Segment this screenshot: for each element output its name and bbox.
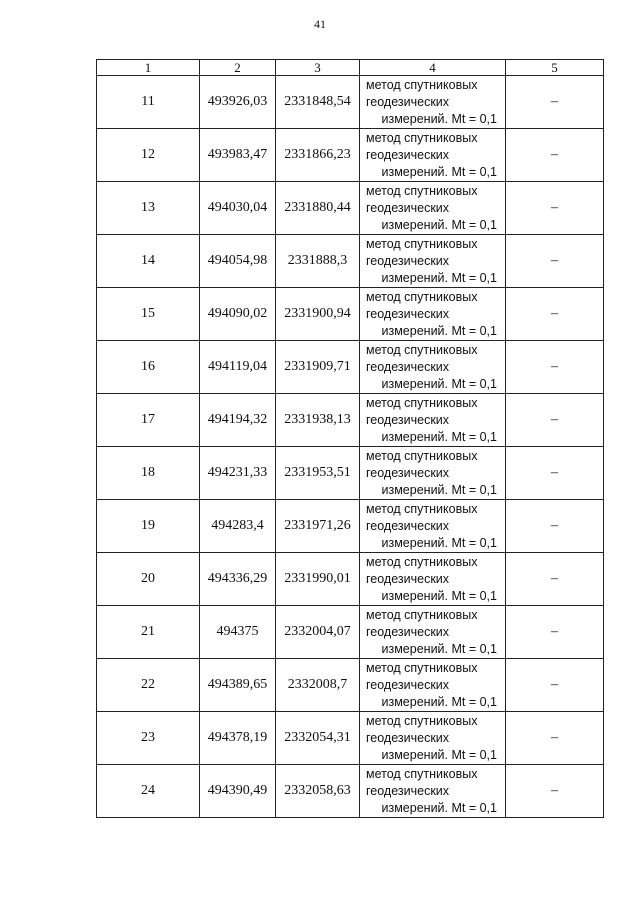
table-row [97, 341, 604, 394]
method-text-line: геодезических [366, 783, 450, 798]
method-cell [360, 712, 506, 765]
method-text-line: измерений. Mt = 0,1 [381, 164, 497, 179]
method-cell [360, 659, 506, 712]
x-coordinate-cell: 494378,19 [200, 712, 276, 765]
table-row [97, 553, 604, 606]
y-coordinate-cell: 2331888,3 [276, 235, 360, 288]
column-5-cell: – [506, 235, 604, 288]
table-row [97, 500, 604, 553]
point-number-cell: 14 [97, 235, 200, 288]
column-header-4: 4 [360, 60, 506, 76]
x-coordinate-cell: 493983,47 [200, 129, 276, 182]
method-cell [360, 129, 506, 182]
method-cell [360, 341, 506, 394]
method-text-line: метод спутниковых [366, 554, 478, 569]
x-coordinate-cell: 494194,32 [200, 394, 276, 447]
table-row [97, 76, 604, 129]
x-coordinate-cell: 494030,04 [200, 182, 276, 235]
method-text-line: измерений. Mt = 0,1 [381, 429, 497, 444]
method-text-line: геодезических [366, 677, 450, 692]
y-coordinate-cell: 2331990,01 [276, 553, 360, 606]
method-text-line: метод спутниковых [366, 660, 478, 675]
table-row [97, 712, 604, 765]
column-header-1: 1 [97, 60, 200, 76]
column-5-cell: – [506, 659, 604, 712]
page-number: 41 [314, 17, 326, 31]
y-coordinate-cell: 2332008,7 [276, 659, 360, 712]
method-text-line: измерений. Mt = 0,1 [381, 747, 497, 762]
method-text-line: метод спутниковых [366, 183, 478, 198]
column-5-cell: – [506, 182, 604, 235]
point-number-cell: 21 [97, 606, 200, 659]
method-text-line: геодезических [366, 465, 450, 480]
point-number-cell: 13 [97, 182, 200, 235]
method-text-line: метод спутниковых [366, 501, 478, 516]
table-row [97, 129, 604, 182]
method-text-line: измерений. Mt = 0,1 [381, 482, 497, 497]
method-text-line: измерений. Mt = 0,1 [381, 641, 497, 656]
x-coordinate-cell: 494283,4 [200, 500, 276, 553]
method-cell [360, 606, 506, 659]
y-coordinate-cell: 2332058,63 [276, 765, 360, 818]
x-coordinate-cell: 494090,02 [200, 288, 276, 341]
method-text-line: метод спутниковых [366, 713, 478, 728]
method-text-line: геодезических [366, 624, 450, 639]
x-coordinate-cell: 494389,65 [200, 659, 276, 712]
coordinates-table [96, 59, 604, 818]
point-number-cell: 12 [97, 129, 200, 182]
method-text-line: метод спутниковых [366, 448, 478, 463]
y-coordinate-cell: 2332054,31 [276, 712, 360, 765]
point-number-cell: 19 [97, 500, 200, 553]
method-text-line: метод спутниковых [366, 77, 478, 92]
x-coordinate-cell: 494375 [200, 606, 276, 659]
y-coordinate-cell: 2331848,54 [276, 76, 360, 129]
table-row [97, 235, 604, 288]
method-text-line: метод спутниковых [366, 289, 478, 304]
point-number-cell: 23 [97, 712, 200, 765]
method-cell [360, 500, 506, 553]
column-header-5: 5 [506, 60, 604, 76]
y-coordinate-cell: 2331971,26 [276, 500, 360, 553]
table-row [97, 182, 604, 235]
method-text-line: метод спутниковых [366, 342, 478, 357]
x-coordinate-cell: 494054,98 [200, 235, 276, 288]
method-cell [360, 288, 506, 341]
column-5-cell: – [506, 606, 604, 659]
method-text-line: геодезических [366, 518, 450, 533]
table-row [97, 288, 604, 341]
method-cell [360, 765, 506, 818]
x-coordinate-cell: 494119,04 [200, 341, 276, 394]
method-text-line: геодезических [366, 147, 450, 162]
table-row [97, 606, 604, 659]
method-text-line: измерений. Mt = 0,1 [381, 111, 497, 126]
x-coordinate-cell: 494231,33 [200, 447, 276, 500]
method-cell [360, 76, 506, 129]
x-coordinate-cell: 494390,49 [200, 765, 276, 818]
point-number-cell: 24 [97, 765, 200, 818]
table-row [97, 447, 604, 500]
point-number-cell: 20 [97, 553, 200, 606]
point-number-cell: 18 [97, 447, 200, 500]
method-cell [360, 553, 506, 606]
point-number-cell: 22 [97, 659, 200, 712]
method-text-line: геодезических [366, 571, 450, 586]
y-coordinate-cell: 2331938,13 [276, 394, 360, 447]
column-5-cell: – [506, 394, 604, 447]
y-coordinate-cell: 2331880,44 [276, 182, 360, 235]
method-text-line: метод спутниковых [366, 395, 478, 410]
column-header-2: 2 [200, 60, 276, 76]
column-5-cell: – [506, 500, 604, 553]
method-text-line: геодезических [366, 253, 450, 268]
method-text-line: измерений. Mt = 0,1 [381, 323, 497, 338]
table-row [97, 765, 604, 818]
column-5-cell: – [506, 288, 604, 341]
point-number-cell: 15 [97, 288, 200, 341]
column-5-cell: – [506, 76, 604, 129]
x-coordinate-cell: 493926,03 [200, 76, 276, 129]
method-cell [360, 394, 506, 447]
method-text-line: геодезических [366, 94, 450, 109]
method-text-line: метод спутниковых [366, 607, 478, 622]
table-header-row [97, 60, 604, 76]
y-coordinate-cell: 2332004,07 [276, 606, 360, 659]
method-text-line: измерений. Mt = 0,1 [381, 800, 497, 815]
point-number-cell: 16 [97, 341, 200, 394]
y-coordinate-cell: 2331953,51 [276, 447, 360, 500]
table-body [97, 76, 604, 818]
x-coordinate-cell: 494336,29 [200, 553, 276, 606]
column-5-cell: – [506, 341, 604, 394]
y-coordinate-cell: 2331866,23 [276, 129, 360, 182]
column-5-cell: – [506, 765, 604, 818]
method-text-line: метод спутниковых [366, 766, 478, 781]
method-text-line: геодезических [366, 412, 450, 427]
method-text-line: измерений. Mt = 0,1 [381, 535, 497, 550]
column-5-cell: – [506, 712, 604, 765]
method-cell [360, 235, 506, 288]
method-text-line: геодезических [366, 306, 450, 321]
method-text-line: геодезических [366, 200, 450, 215]
method-text-line: метод спутниковых [366, 236, 478, 251]
table-row [97, 394, 604, 447]
point-number-cell: 17 [97, 394, 200, 447]
y-coordinate-cell: 2331900,94 [276, 288, 360, 341]
method-text-line: метод спутниковых [366, 130, 478, 145]
method-cell [360, 182, 506, 235]
column-5-cell: – [506, 553, 604, 606]
method-cell [360, 447, 506, 500]
y-coordinate-cell: 2331909,71 [276, 341, 360, 394]
method-text-line: измерений. Mt = 0,1 [381, 694, 497, 709]
method-text-line: измерений. Mt = 0,1 [381, 270, 497, 285]
column-5-cell: – [506, 447, 604, 500]
table-row [97, 659, 604, 712]
method-text-line: измерений. Mt = 0,1 [381, 217, 497, 232]
method-text-line: геодезических [366, 730, 450, 745]
column-header-3: 3 [276, 60, 360, 76]
method-text-line: измерений. Mt = 0,1 [381, 588, 497, 603]
method-text-line: геодезических [366, 359, 450, 374]
method-text-line: измерений. Mt = 0,1 [381, 376, 497, 391]
point-number-cell: 11 [97, 76, 200, 129]
column-5-cell: – [506, 129, 604, 182]
